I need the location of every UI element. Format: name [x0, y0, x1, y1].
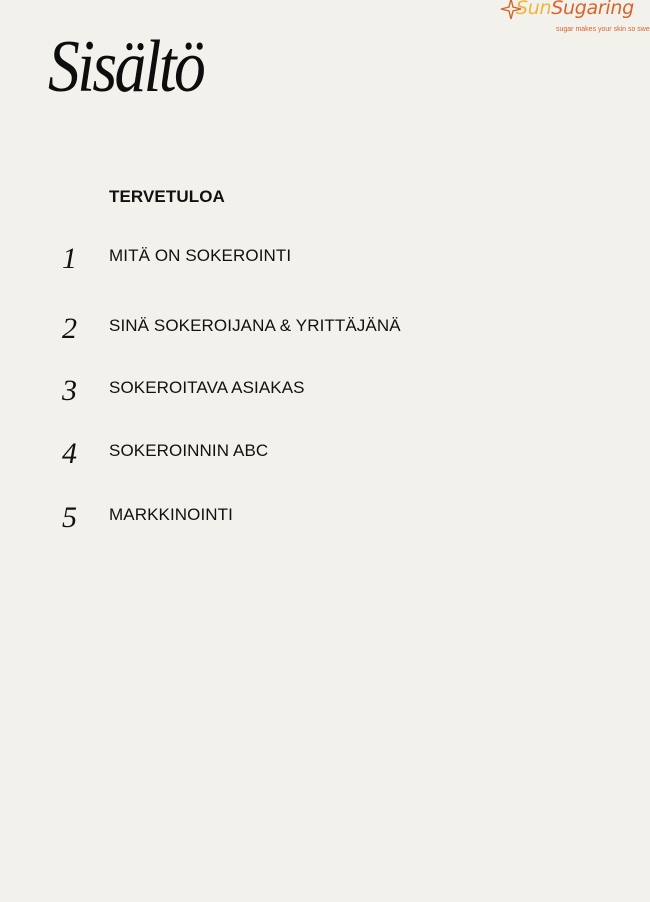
page-title: Sisältö [48, 26, 204, 108]
toc-item-number: 1 [62, 242, 77, 275]
toc-item-2 [0, 308, 640, 348]
toc-item-number: 5 [62, 501, 77, 534]
toc-item-5 [0, 497, 640, 537]
toc-item-number: 4 [62, 437, 77, 470]
toc-item-label: SOKEROITAVA ASIAKAS [109, 378, 305, 397]
logo-tagline: sugar makes your skin so swe [556, 26, 650, 33]
toc-item-label: MITÄ ON SOKEROINTI [109, 246, 292, 265]
toc-item-label: MARKKINOINTI [109, 505, 233, 524]
logo-word-sugaring: Sugaring [551, 0, 634, 19]
toc-item-4 [0, 433, 640, 473]
sun-sugaring-logo [500, 0, 650, 40]
toc-item-3 [0, 370, 640, 410]
toc-item-number: 2 [62, 312, 77, 345]
toc-intro: TERVETULOA [109, 187, 225, 206]
toc-item-label: SINÄ SOKEROIJANA & YRITTÄJÄNÄ [109, 316, 401, 335]
toc-item-label: SOKEROINNIN ABC [109, 441, 269, 460]
logo-wordmark [516, 0, 634, 19]
toc-item-1 [0, 238, 640, 278]
toc-item-number: 3 [62, 374, 77, 407]
logo-word-sun: Sun [516, 0, 552, 19]
